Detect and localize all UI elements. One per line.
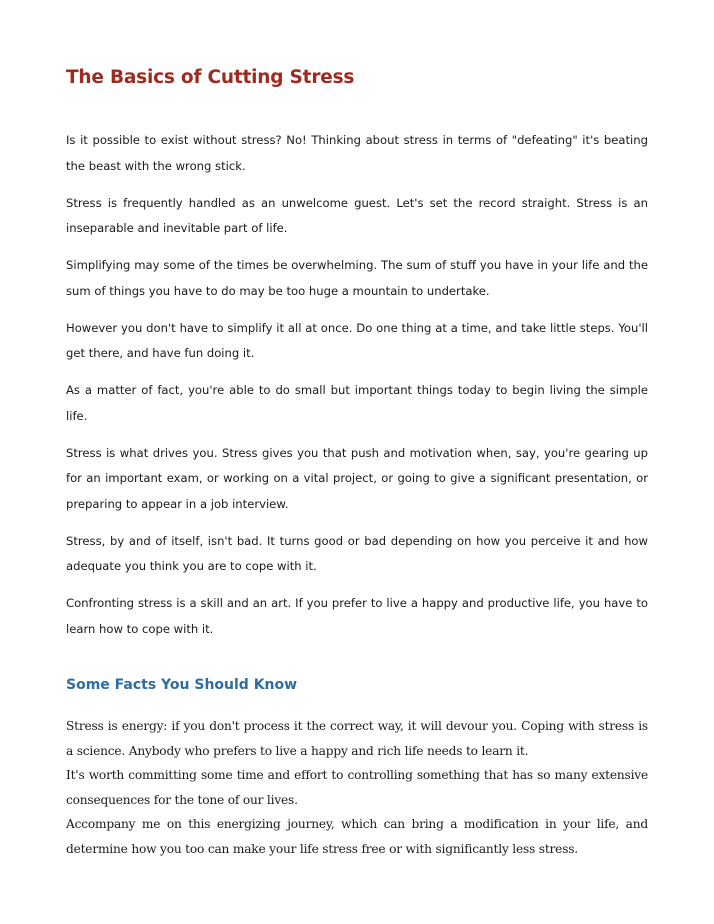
section-paragraph: Accompany me on this energizing journey, which can bring a modification in your life, and determine how you too can make your life stress free or with significantly less stress. xyxy=(66,817,648,856)
section-body xyxy=(66,714,648,861)
section-paragraph: It's worth committing some time and effort to controlling something that has so many extensive consequences for the tone of our lives. xyxy=(66,768,648,807)
paragraph: Stress is frequently handled as an unwelcome guest. Let's set the record straight. Stress is an inseparable and inevitable part of life. xyxy=(66,195,648,235)
paragraph: Simplifying may some of the times be overwhelming. The sum of stuff you have in your life and the sum of things you have to do may be too huge a mountain to undertake. xyxy=(66,258,648,298)
paragraph: Stress, by and of itself, isn't bad. It turns good or bad depending on how you perceive it and how adequate you think you are to cope with it. xyxy=(66,533,648,573)
page-title: The Basics of Cutting Stress xyxy=(66,67,355,88)
paragraph: As a matter of fact, you're able to do small but important things today to begin living the simple life. xyxy=(66,383,648,423)
section-paragraph: Stress is energy: if you don't process it the correct way, it will devour you. Coping with stress is a science. Anybody who prefers to live a happy and rich life needs to learn it. xyxy=(66,719,648,758)
intro-body xyxy=(66,128,648,654)
paragraph: Stress is what drives you. Stress gives you that push and motivation when, say, you're gearing up for an important exam, or working on a vital project, or going to give a significant presentation, or preparing to appear in a job interview. xyxy=(66,445,648,511)
paragraph: However you don't have to simplify it all at once. Do one thing at a time, and take little steps. You'll get there, and have fun doing it. xyxy=(66,320,648,360)
section-heading: Some Facts You Should Know xyxy=(66,677,298,693)
paragraph: Is it possible to exist without stress? No! Thinking about stress in terms of "defeating" it's beating the beast with the wrong stick. xyxy=(66,133,648,173)
paragraph: Confronting stress is a skill and an art. If you prefer to live a happy and productive life, you have to learn how to cope with it. xyxy=(66,596,648,636)
